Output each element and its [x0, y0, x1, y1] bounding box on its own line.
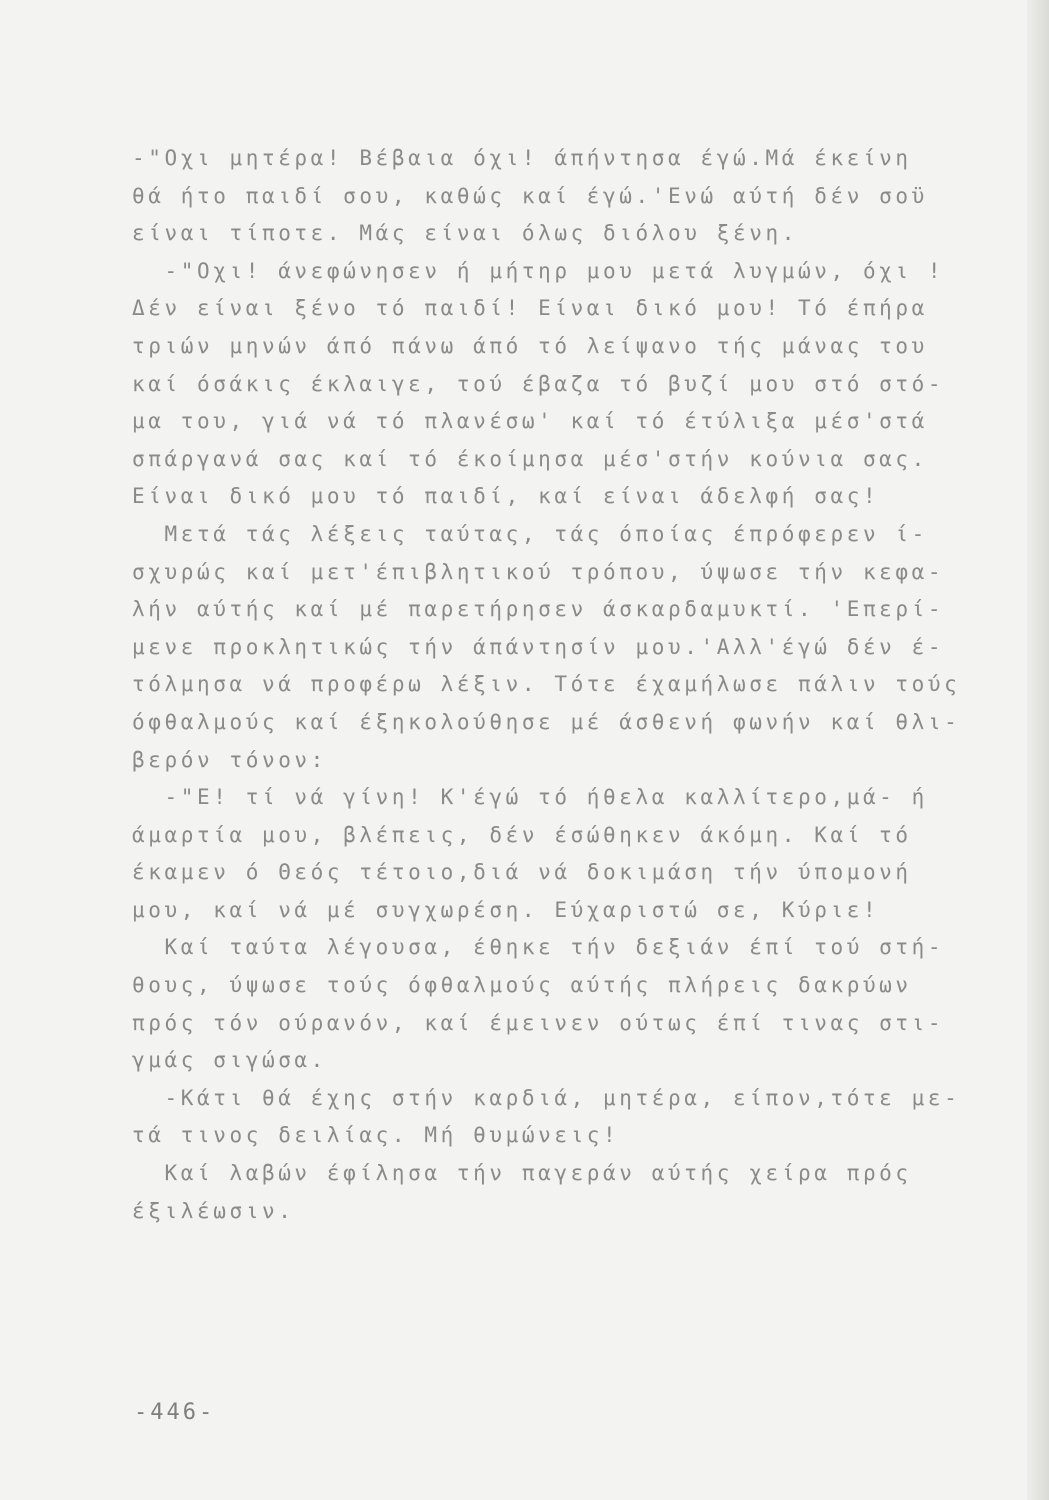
- text-line: σπάργανά σας καί τό έκοίμησα μέσ'στήν κούνια σας.: [132, 446, 928, 471]
- text-line: μου, καί νά μέ συγχωρέση. Εύχαριστώ σε, Κύριε!: [132, 897, 880, 922]
- text-line: πρός τόν ούρανόν, καί έμεινεν ούτως έπί τινας στι-: [132, 1010, 945, 1035]
- text-line: όφθαλμούς καί έξηκολούθησε μέ άσθενή φωνήν καί θλι-: [132, 709, 961, 734]
- text-line: -Κάτι θά έχης στήν καρδιά, μητέρα, είπον,τότε με-: [132, 1085, 961, 1110]
- text-line: είναι τίποτε. Μάς είναι όλως διόλου ξένη.: [132, 221, 798, 246]
- text-line: -"Οχι μητέρα! Βέβαια όχι! άπήντησα έγώ.Μά έκείνη: [132, 146, 912, 170]
- text-line: άμαρτία μου, βλέπεις, δέν έσώθηκεν άκόμη. Καί τό: [132, 822, 912, 847]
- text-line: έκαμεν ό Θεός τέτοιο,διά νά δοκιμάση τήν ύπομονή: [132, 860, 912, 885]
- text-line: βερόν τόνον:: [132, 747, 327, 772]
- text-line: Μετά τάς λέξεις ταύτας, τάς όποίας έπρόφερεν ί-: [132, 521, 928, 546]
- text-line: Δέν είναι ξένο τό παιδί! Είναι δικό μου! Τό έπήρα: [132, 296, 928, 321]
- text-line: Καί λαβών έφίλησα τήν παγεράν αύτής χείρα πρός: [132, 1161, 912, 1186]
- text-line: Καί ταύτα λέγουσα, έθηκε τήν δεξιάν έπί τού στή-: [132, 935, 945, 960]
- text-line: -"Ε! τί νά γίνη! Κ'έγώ τό ήθελα καλλίτερο,μά- ή: [132, 785, 928, 810]
- text-line: θά ήτο παιδί σου, καθώς καί έγώ.'Ενώ αύτή δέν σοϋ: [132, 183, 928, 208]
- text-line: καί όσάκις έκλαιγε, τού έβαζα τό βυζί μου στό στό-: [132, 371, 945, 396]
- text-line: θους, ύψωσε τούς όφθαλμούς αύτής πλήρεις δακρύων: [132, 973, 912, 998]
- text-line: λήν αύτής καί μέ παρετήρησεν άσκαρδαμυκτί. 'Επερί-: [132, 597, 945, 622]
- page-number: -446-: [134, 1400, 216, 1425]
- page-edge-shadow: [1027, 0, 1049, 1500]
- text-line: μενε προκλητικώς τήν άπάντησίν μου.'Αλλ'έγώ δέν έ-: [132, 634, 945, 659]
- text-line: τριών μηνών άπό πάνω άπό τό λείψανο τής μάνας του: [132, 333, 928, 358]
- text-line: μα του, γιά νά τό πλανέσω' καί τό έτύλιξα μέσ'στά: [132, 409, 928, 434]
- body-text: [132, 140, 1012, 1230]
- text-line: έξιλέωσιν.: [132, 1198, 295, 1223]
- text-line: γμάς σιγώσα.: [132, 1048, 327, 1073]
- text-line: τά τινος δειλίας. Μή θυμώνεις!: [132, 1123, 620, 1148]
- text-line: τόλμησα νά προφέρω λέξιν. Τότε έχαμήλωσε πάλιν τούς: [132, 672, 961, 697]
- text-line: Είναι δικό μου τό παιδί, καί είναι άδελφή σας!: [132, 484, 880, 509]
- text-line: -"Οχι! άνεφώνησεν ή μήτηρ μου μετά λυγμών, όχι !: [132, 258, 945, 283]
- text-line: σχυρώς καί μετ'έπιβλητικού τρόπου, ύψωσε τήν κεφα-: [132, 559, 945, 584]
